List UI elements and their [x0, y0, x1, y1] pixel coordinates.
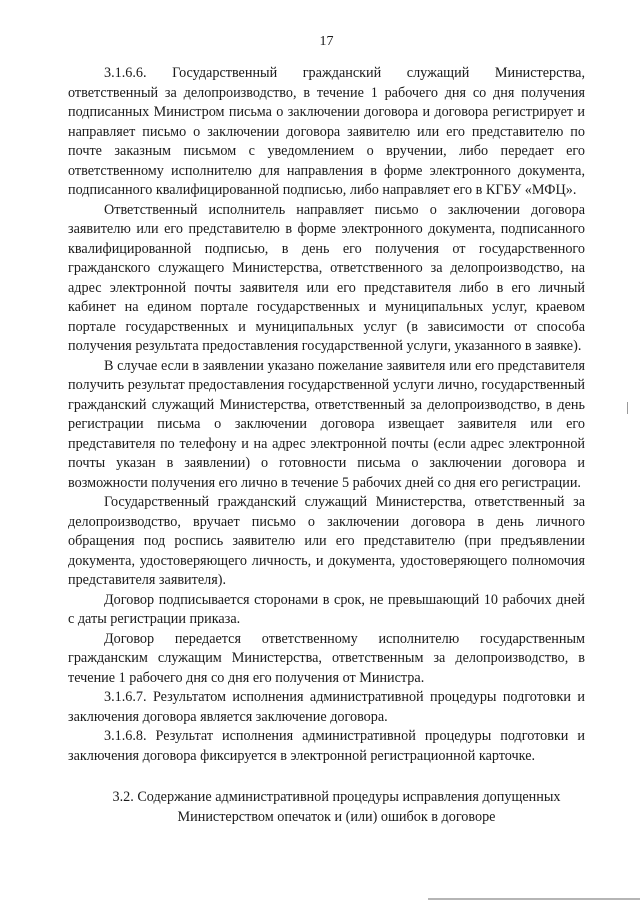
scan-bottom-edge — [428, 898, 640, 900]
paragraph-personal-receipt: В случае если в заявлении указано пожелание заявителя или его представителя получить результат предоставления государственной услуги лично, государственный гражданский служащий Министерства, ответственный за делопроизводство, в день регистрации письма о заключении договора извещает заявителя или его представителя по телефону и на адрес электронной почты (если адрес электронной почты указан в заявлении) о готовности письма о заключении договора и возможности получения его лично в течение 5 рабочих дней со дня его регистрации. — [68, 357, 585, 491]
scan-margin-mark — [627, 402, 628, 414]
section-heading-3-2 — [68, 788, 585, 827]
paragraph-responsible-executor: Ответственный исполнитель направляет письмо о заключении договора заявителю или его представителю в форме электронного документа, подписанного квалифицированной подписью, в день его получения от государственного гражданского служащего Министерства, ответственного за делопроизводство, на адрес электронной почты заявителя или его представителя либо в его личный кабинет на едином портале государственных и муниципальных услуг, краевом портале государственных и муниципальных услуг (в зависимости от способа получения результата предоставления государственной услуги, указанного в заявке). — [68, 201, 585, 354]
section-heading-line-2: Министерством опечаток и (или) ошибок в договоре — [177, 808, 496, 825]
section-heading-line-1: 3.2. Содержание административной процедуры исправления допущенных — [112, 789, 561, 805]
paragraph-handing-letter: Государственный гражданский служащий Министерства, ответственный за делопроизводство, вручает письмо о заключении договора в день личного обращения под роспись заявителю или его представителю (при предъявлении документа, удостоверяющего личность, и документа, удостоверяющего полномочия представителя заявителя). — [68, 494, 585, 588]
paragraph-3-1-6-8: 3.1.6.8. Результат исполнения административной процедуры подготовки и заключения договора фиксируется в электронной регистрационной карточке. — [68, 728, 585, 764]
document-body — [68, 64, 585, 827]
paragraph-3-1-6-6: 3.1.6.6. Государственный гражданский служащий Министерства, ответственный за делопроизводство, в течение 1 рабочего дня со дня получения подписанных Министром письма о заключении договора и договора регистрирует и направляет письмо о заключении договора заявителю или его представителю по почте заказным письмом с уведомлением о вручении, либо передает его ответственному исполнителю для направления в форме электронного документа, подписанного квалифицированной подписью, либо направляет его в КГБУ «МФЦ». — [68, 65, 585, 198]
document-page — [68, 0, 585, 905]
paragraph-contract-transfer: Договор передается ответственному исполнителю государственным гражданским служащим Министерства, ответственным за делопроизводство, в течение 1 рабочего дня со дня его получения от Министра. — [68, 630, 585, 686]
paragraph-3-1-6-7: 3.1.6.7. Результатом исполнения административной процедуры подготовки и заключения договора является заключение договора. — [68, 689, 585, 725]
page-number: 17 — [319, 34, 334, 49]
paragraph-contract-signing: Договор подписывается сторонами в срок, не превышающий 10 рабочих дней с даты регистрации приказа. — [68, 591, 585, 627]
